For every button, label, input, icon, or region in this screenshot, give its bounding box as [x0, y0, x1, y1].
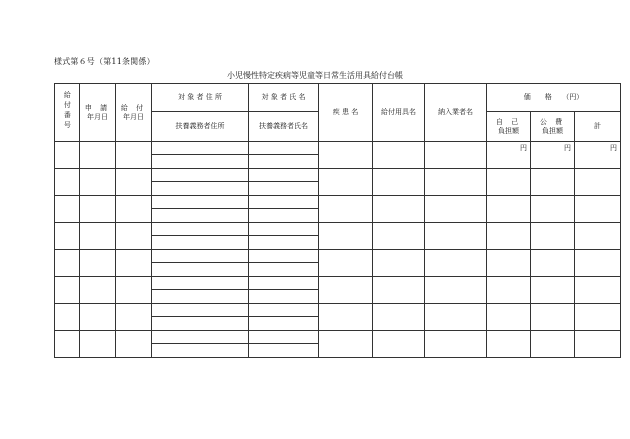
cell-shinsei-date[interactable] — [80, 250, 116, 277]
cell-taisho-shimei[interactable] — [249, 169, 319, 182]
header-kanja: 疾 患 名 — [319, 84, 373, 142]
cell-kyufu-date[interactable] — [116, 277, 152, 304]
cell-taisho-shimei[interactable] — [249, 277, 319, 290]
cell-nonyu[interactable] — [425, 196, 487, 223]
cell-yogu[interactable] — [373, 250, 425, 277]
cell-kohi-futan[interactable] — [531, 331, 575, 358]
cell-fuyo-jusho[interactable] — [152, 236, 249, 250]
cell-kyufu-bango[interactable] — [55, 169, 80, 196]
cell-fuyo-shimei[interactable] — [249, 209, 319, 223]
cell-kanja[interactable] — [319, 331, 373, 358]
header-jiko-futan: 自 己 負担額 — [487, 112, 531, 142]
cell-kei[interactable] — [575, 331, 621, 358]
cell-kohi-futan[interactable] — [531, 169, 575, 196]
cell-taisho-jusho[interactable] — [152, 142, 249, 155]
cell-nonyu[interactable] — [425, 223, 487, 250]
cell-taisho-jusho[interactable] — [152, 277, 249, 290]
cell-fuyo-shimei[interactable] — [249, 290, 319, 304]
header-kakaku: 価 格 （円） — [487, 84, 621, 112]
cell-yogu[interactable] — [373, 142, 425, 169]
cell-taisho-jusho[interactable] — [152, 169, 249, 182]
cell-kyufu-date[interactable] — [116, 169, 152, 196]
cell-shinsei-date[interactable] — [80, 142, 116, 169]
cell-taisho-shimei[interactable] — [249, 331, 319, 344]
cell-taisho-shimei[interactable] — [249, 223, 319, 236]
cell-kyufu-bango[interactable] — [55, 142, 80, 169]
cell-fuyo-jusho[interactable] — [152, 155, 249, 169]
cell-kanja[interactable] — [319, 277, 373, 304]
header-yogu: 給付用具名 — [373, 84, 425, 142]
cell-taisho-shimei[interactable] — [249, 196, 319, 209]
cell-kyufu-bango[interactable] — [55, 223, 80, 250]
cell-kyufu-bango[interactable] — [55, 331, 80, 358]
cell-taisho-jusho[interactable] — [152, 250, 249, 263]
cell-jiko-futan[interactable] — [487, 223, 531, 250]
cell-kyufu-bango[interactable] — [55, 277, 80, 304]
cell-kyufu-date[interactable] — [116, 331, 152, 358]
cell-jiko-futan[interactable] — [487, 196, 531, 223]
cell-kohi-futan[interactable]: 円 — [531, 142, 575, 169]
cell-shinsei-date[interactable] — [80, 223, 116, 250]
cell-kei[interactable]: 円 — [575, 142, 621, 169]
cell-fuyo-jusho[interactable] — [152, 317, 249, 331]
cell-shinsei-date[interactable] — [80, 169, 116, 196]
cell-fuyo-shimei[interactable] — [249, 236, 319, 250]
cell-yogu[interactable] — [373, 223, 425, 250]
cell-kohi-futan[interactable] — [531, 250, 575, 277]
header-kyufu-date: 給 付 年月日 — [116, 84, 152, 142]
cell-nonyu[interactable] — [425, 277, 487, 304]
cell-jiko-futan[interactable]: 円 — [487, 142, 531, 169]
cell-taisho-shimei[interactable] — [249, 250, 319, 263]
cell-kyufu-bango[interactable] — [55, 304, 80, 331]
cell-fuyo-shimei[interactable] — [249, 182, 319, 196]
cell-kanja[interactable] — [319, 142, 373, 169]
cell-kyufu-date[interactable] — [116, 223, 152, 250]
cell-shinsei-date[interactable] — [80, 277, 116, 304]
cell-nonyu[interactable] — [425, 250, 487, 277]
cell-taisho-jusho[interactable] — [152, 223, 249, 236]
header-fuyo-jusho: 扶養義務者住所 — [152, 112, 249, 142]
cell-kohi-futan[interactable] — [531, 223, 575, 250]
cell-kohi-futan[interactable] — [531, 196, 575, 223]
cell-fuyo-shimei[interactable] — [249, 317, 319, 331]
form-number: 様式第６号（第11条関係） — [54, 57, 155, 66]
cell-shinsei-date[interactable] — [80, 331, 116, 358]
cell-kyufu-date[interactable] — [116, 250, 152, 277]
cell-kyufu-date[interactable] — [116, 142, 152, 169]
cell-jiko-futan[interactable] — [487, 331, 531, 358]
cell-yogu[interactable] — [373, 304, 425, 331]
cell-kei[interactable] — [575, 277, 621, 304]
cell-kyufu-date[interactable] — [116, 196, 152, 223]
cell-fuyo-jusho[interactable] — [152, 182, 249, 196]
cell-nonyu[interactable] — [425, 169, 487, 196]
header-shinsei-date: 申 請 年月日 — [80, 84, 116, 142]
header-kei: 計 — [575, 112, 621, 142]
cell-yogu[interactable] — [373, 277, 425, 304]
cell-fuyo-shimei[interactable] — [249, 263, 319, 277]
cell-kanja[interactable] — [319, 169, 373, 196]
cell-fuyo-shimei[interactable] — [249, 344, 319, 358]
cell-taisho-shimei[interactable] — [249, 142, 319, 155]
cell-kei[interactable] — [575, 223, 621, 250]
cell-nonyu[interactable] — [425, 142, 487, 169]
cell-kanja[interactable] — [319, 196, 373, 223]
header-kohi-futan: 公 費 負担額 — [531, 112, 575, 142]
header-taisho-shimei: 対 象 者 氏 名 — [249, 84, 319, 112]
cell-shinsei-date[interactable] — [80, 196, 116, 223]
cell-kanja[interactable] — [319, 223, 373, 250]
cell-yogu[interactable] — [373, 196, 425, 223]
cell-kanja[interactable] — [319, 250, 373, 277]
cell-fuyo-jusho[interactable] — [152, 290, 249, 304]
header-fuyo-shimei: 扶養義務者氏名 — [249, 112, 319, 142]
cell-kohi-futan[interactable] — [531, 277, 575, 304]
cell-kei[interactable] — [575, 169, 621, 196]
header-kyufu-bango: 給付番号 — [55, 84, 80, 142]
cell-shinsei-date[interactable] — [80, 304, 116, 331]
ledger-table — [54, 83, 621, 358]
cell-kei[interactable] — [575, 250, 621, 277]
cell-taisho-jusho[interactable] — [152, 196, 249, 209]
cell-jiko-futan[interactable] — [487, 277, 531, 304]
cell-jiko-futan[interactable] — [487, 169, 531, 196]
cell-jiko-futan[interactable] — [487, 250, 531, 277]
cell-kyufu-date[interactable] — [116, 304, 152, 331]
cell-nonyu[interactable] — [425, 331, 487, 358]
cell-fuyo-jusho[interactable] — [152, 209, 249, 223]
cell-taisho-jusho[interactable] — [152, 331, 249, 344]
header-taisho-jusho: 対 象 者 住 所 — [152, 84, 249, 112]
cell-fuyo-jusho[interactable] — [152, 263, 249, 277]
cell-fuyo-jusho[interactable] — [152, 344, 249, 358]
cell-yogu[interactable] — [373, 331, 425, 358]
cell-kei[interactable] — [575, 304, 621, 331]
cell-yogu[interactable] — [373, 169, 425, 196]
cell-kyufu-bango[interactable] — [55, 250, 80, 277]
cell-jiko-futan[interactable] — [487, 304, 531, 331]
cell-taisho-jusho[interactable] — [152, 304, 249, 317]
cell-nonyu[interactable] — [425, 304, 487, 331]
document-title: 小児慢性特定疾病等児童等日常生活用具給付台帳 — [227, 71, 403, 80]
cell-kanja[interactable] — [319, 304, 373, 331]
header-nonyu: 納入業者名 — [425, 84, 487, 142]
cell-fuyo-shimei[interactable] — [249, 155, 319, 169]
cell-kyufu-bango[interactable] — [55, 196, 80, 223]
cell-kei[interactable] — [575, 196, 621, 223]
cell-taisho-shimei[interactable] — [249, 304, 319, 317]
cell-kohi-futan[interactable] — [531, 304, 575, 331]
